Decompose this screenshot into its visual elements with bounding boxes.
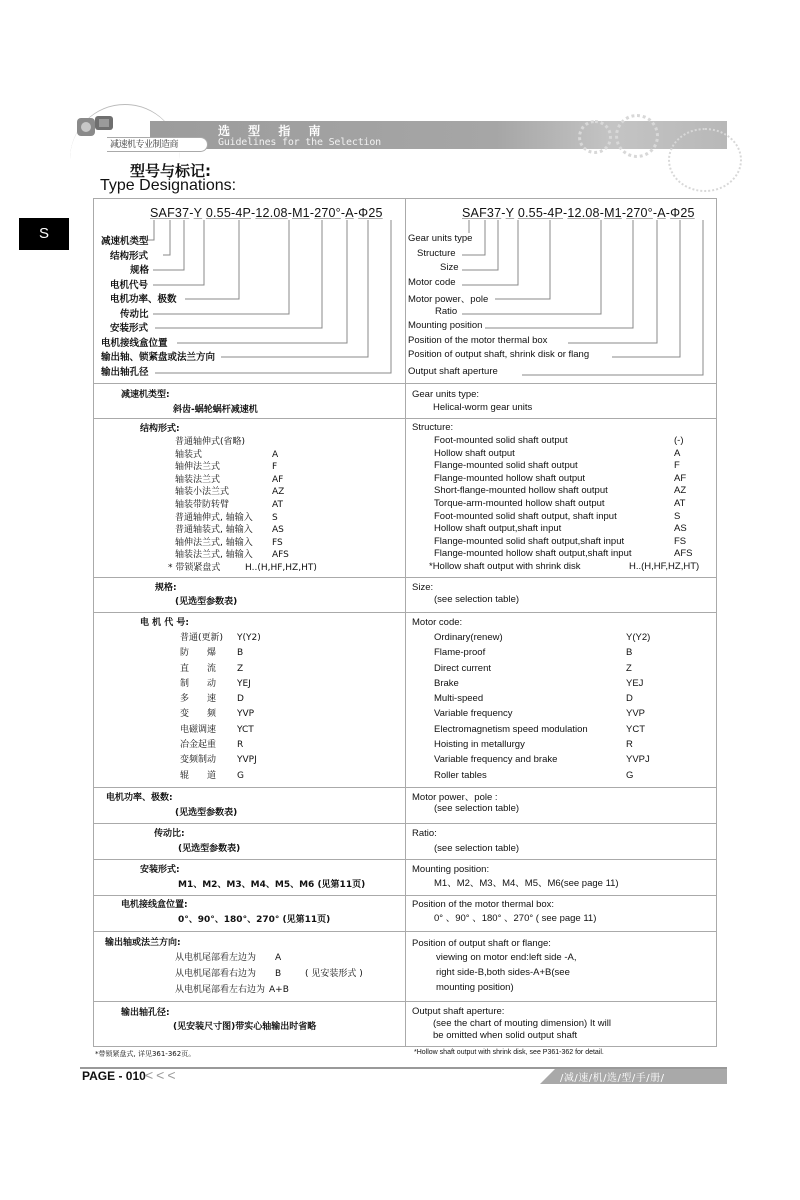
label-en: Position of the motor thermal box bbox=[408, 335, 548, 346]
label-en: Output shaft aperture bbox=[408, 366, 498, 377]
output-direction-item-cn: 从电机尾部看左边为 A bbox=[175, 953, 282, 963]
label-en: Motor code bbox=[408, 277, 456, 288]
label-cn: 电机功率、极数 bbox=[110, 294, 177, 305]
row-divider bbox=[93, 612, 717, 613]
gear-type-title-en: Gear units type: bbox=[412, 389, 480, 400]
structure-item-cn: 普通轴伸式, 轴输入 S bbox=[175, 512, 278, 523]
footnote-en: *Hollow shaft output with shrink disk, see P361-362 for detail. bbox=[414, 1049, 604, 1056]
label-cn: 安装形式 bbox=[110, 323, 149, 334]
gear-type-value-en: Helical-worm gear units bbox=[433, 402, 533, 413]
row-divider bbox=[93, 895, 717, 896]
motor-code-item-cn: 冶金起重 R bbox=[180, 740, 244, 751]
row-divider bbox=[93, 859, 717, 860]
motor-code-item-en: Variable frequency YVP bbox=[434, 708, 646, 720]
structure-item-cn: 轴装带防转臂 AT bbox=[175, 499, 283, 510]
gear-type-title-cn: 减速机类型: bbox=[121, 390, 170, 400]
label-en: Ratio bbox=[435, 306, 458, 317]
chevrons-left-icon: <<< bbox=[145, 1067, 179, 1083]
motor-code-item-cn: 多 速 D bbox=[180, 694, 244, 705]
label-cn: 传动比 bbox=[120, 309, 149, 320]
structure-item-cn: 轴装法兰式, 轴输入 AFS bbox=[175, 550, 289, 561]
structure-item-en: Flange-mounted solid shaft output F bbox=[434, 460, 680, 472]
motor-code-item-en: Electromagnetism speed modulation YCT bbox=[434, 723, 645, 735]
label-cn: 规格 bbox=[130, 265, 150, 276]
output-direction-title-cn: 输出轴或法兰方向: bbox=[105, 938, 181, 948]
row-divider bbox=[93, 823, 717, 824]
footnote-cn: *带锁紧盘式, 详见361-362页。 bbox=[95, 1050, 196, 1058]
label-en: Gear units type bbox=[408, 233, 473, 244]
motor-power-value-en: (see selection table) bbox=[434, 803, 520, 814]
section-tab: S bbox=[19, 218, 69, 250]
thermal-box-title-en: Position of the motor thermal box: bbox=[412, 899, 555, 910]
output-direction-line-en: right side-B,both sides-A+B(see bbox=[436, 967, 570, 978]
aperture-lines-en bbox=[433, 1018, 611, 1042]
gearbox-product-icon bbox=[75, 112, 117, 140]
motor-code-item-en: Flame-proof B bbox=[434, 647, 633, 659]
structure-item-cn: 普通轴装式, 轴输入 AS bbox=[175, 525, 284, 536]
page-title-en: Type Designations: bbox=[100, 177, 237, 194]
motor-code-item-cn: 制 动 YEJ bbox=[180, 678, 251, 689]
label-en: Mounting position bbox=[408, 320, 483, 331]
motor-code-item-cn: 电磁调速 YCT bbox=[180, 724, 254, 735]
row-divider bbox=[93, 931, 717, 932]
motor-power-value-cn: (见选型参数表) bbox=[175, 808, 238, 818]
structure-item-en: Short-flange-mounted hollow shaft output AZ bbox=[434, 485, 687, 497]
gear-icon bbox=[668, 128, 742, 192]
thermal-box-value-en: 0° 、90° 、180° 、270° ( see page 11) bbox=[434, 913, 597, 924]
company-tag: 减速机专业制造商 bbox=[110, 140, 179, 150]
thermal-box-value-cn: 0°、90°、180°、270° (见第11页) bbox=[178, 915, 331, 925]
header-title-cn: 选 型 指 南 bbox=[218, 124, 328, 138]
motor-code-title-en: Motor code: bbox=[412, 617, 463, 628]
designation-code-en: SAF37-Y 0.55-4P-12.08-M1-270°-A-Φ25 bbox=[462, 206, 695, 220]
motor-code-item-en: Multi-speed D bbox=[434, 693, 633, 705]
motor-power-title-cn: 电机功率、极数: bbox=[106, 793, 173, 803]
structure-item-en: Flange-mounted hollow shaft output AF bbox=[434, 472, 687, 484]
header-title-en: Guidelines for the Selection bbox=[218, 137, 381, 148]
label-cn: 输出轴孔径 bbox=[101, 367, 149, 378]
structure-item-en: Flange-mounted hollow shaft output,shaft input AFS bbox=[434, 548, 693, 560]
output-direction-lines-en bbox=[436, 952, 576, 997]
motor-code-item-cn: 变 频 YVP bbox=[180, 709, 255, 720]
aperture-title-en: Output shaft aperture: bbox=[412, 1006, 505, 1017]
gear-icon bbox=[578, 120, 612, 154]
label-cn: 结构形式 bbox=[110, 251, 149, 262]
label-cn: 输出轴、锁紧盘或法兰方向 bbox=[101, 352, 216, 363]
ratio-value-en: (see selection table) bbox=[434, 843, 520, 854]
structure-item-en: Hollow shaft output A bbox=[434, 447, 681, 459]
structure-item-en: Foot-mounted solid shaft output (-) bbox=[434, 435, 684, 446]
motor-code-item-cn: 辊 道 G bbox=[180, 770, 244, 781]
motor-code-item-cn: 直 流 Z bbox=[180, 663, 244, 674]
ratio-value-cn: (见选型参数表) bbox=[178, 844, 241, 854]
structure-item-cn: 普通轴伸式(省略) bbox=[175, 437, 246, 447]
label-cn: 电机代号 bbox=[110, 280, 149, 291]
motor-code-list-cn bbox=[180, 632, 261, 785]
aperture-line-en: (see the chart of mouting dimension) It will bbox=[433, 1018, 611, 1029]
structure-title-en: Structure: bbox=[412, 422, 454, 433]
output-direction-item-cn: 从电机尾部看右边为 B ( 见安装形式 ) bbox=[175, 969, 363, 979]
footer-book-title: /减/速/机/选/型/手/册/ bbox=[560, 1073, 665, 1084]
structure-item-cn: 轴装小法兰式 AZ bbox=[175, 487, 285, 498]
structure-title-cn: 结构形式: bbox=[140, 424, 180, 434]
label-cn: 减速机类型 bbox=[101, 236, 149, 247]
label-en: Size bbox=[440, 262, 459, 273]
motor-code-item-cn: 普通(更新) Y(Y2) bbox=[180, 633, 261, 643]
row-divider bbox=[93, 787, 717, 788]
output-direction-line-en: mounting position) bbox=[436, 982, 514, 993]
label-en: Position of output shaft, shrink disk or flang bbox=[408, 349, 590, 360]
size-title-en: Size: bbox=[412, 582, 434, 593]
size-value-cn: (见选型参数表) bbox=[175, 597, 238, 607]
structure-item-cn: 轴装式 A bbox=[175, 449, 279, 460]
ratio-title-en: Ratio: bbox=[412, 828, 437, 839]
mounting-title-en: Mounting position: bbox=[412, 864, 490, 875]
label-en: Structure bbox=[417, 248, 456, 259]
row-divider bbox=[93, 1001, 717, 1002]
motor-code-item-en: Roller tables G bbox=[434, 769, 634, 781]
motor-code-list-en bbox=[434, 632, 651, 785]
output-direction-title-en: Position of output shaft or flange: bbox=[412, 938, 551, 949]
gear-type-value-cn: 斜齿-蜗轮蜗杆减速机 bbox=[173, 405, 258, 415]
output-direction-line-en: viewing on motor end:left side -A, bbox=[436, 952, 577, 963]
structure-item-en: Torque-arm-mounted hollow shaft output AT bbox=[434, 497, 686, 509]
motor-code-item-en: Direct current Z bbox=[434, 662, 632, 674]
row-divider bbox=[93, 418, 717, 419]
motor-code-item-en: Brake YEJ bbox=[434, 677, 644, 689]
structure-item-cn: 轴装法兰式 AF bbox=[175, 474, 284, 485]
motor-code-item-cn: 变频制动 YVPJ bbox=[180, 755, 257, 766]
structure-item-cn: 轴伸法兰式 F bbox=[175, 462, 278, 473]
output-direction-list-cn bbox=[175, 952, 363, 1000]
aperture-line-en: be omitted when solid output shaft bbox=[433, 1030, 578, 1041]
gear-icon bbox=[615, 114, 659, 158]
aperture-title-cn: 输出轴孔径: bbox=[121, 1008, 170, 1018]
structure-item-en: Hollow shaft output,shaft input AS bbox=[434, 523, 687, 535]
motor-code-item-cn: 防 爆 B bbox=[180, 648, 244, 659]
size-value-en: (see selection table) bbox=[434, 594, 520, 605]
motor-power-title-en: Motor power、pole : bbox=[412, 792, 498, 803]
mounting-title-cn: 安装形式: bbox=[140, 865, 180, 875]
label-en: Motor power、pole bbox=[408, 294, 489, 305]
page-title-cn: 型号与标记: bbox=[130, 162, 211, 180]
page-number: PAGE - 010 bbox=[82, 1069, 146, 1083]
structure-item-en-special: *Hollow shaft output with shrink disk H..(H,HF,HZ,HT) bbox=[429, 560, 700, 572]
motor-code-item-en: Variable frequency and brake YVPJ bbox=[434, 754, 650, 766]
motor-code-title-cn: 电 机 代 号: bbox=[140, 618, 189, 628]
row-divider bbox=[93, 577, 717, 578]
structure-item-en: Flange-mounted solid shaft output,shaft input FS bbox=[434, 535, 687, 547]
connector-lines-en bbox=[405, 198, 717, 383]
connector-lines-cn bbox=[93, 198, 405, 383]
thermal-box-title-cn: 电机接线盒位置: bbox=[121, 900, 188, 910]
output-direction-item-cn: 从电机尾部看左右边为 A+B bbox=[175, 985, 289, 995]
label-cn: 电机接线盒位置 bbox=[101, 338, 168, 349]
structure-item-cn: 轴伸法兰式, 轴输入 FS bbox=[175, 537, 283, 548]
motor-code-item-en: Hoisting in metallurgy R bbox=[434, 739, 633, 751]
mounting-value-cn: M1、M2、M3、M4、M5、M6 (见第11页) bbox=[178, 880, 366, 890]
row-divider bbox=[93, 383, 717, 384]
structure-list-en bbox=[429, 435, 700, 574]
ratio-title-cn: 传动比: bbox=[154, 829, 185, 839]
structure-item-cn-special: * 带锁紧盘式 H..(H,HF,HZ,HT) bbox=[168, 562, 317, 573]
mounting-value-en: M1、M2、M3、M4、M5、M6(see page 11) bbox=[434, 878, 619, 889]
designation-code-cn: SAF37-Y 0.55-4P-12.08-M1-270°-A-Φ25 bbox=[150, 206, 383, 220]
motor-code-item-en: Ordinary(renew) Y(Y2) bbox=[434, 632, 651, 643]
aperture-value-cn: (见安装尺寸图)带实心轴输出时省略 bbox=[173, 1022, 317, 1032]
size-title-cn: 规格: bbox=[155, 583, 177, 593]
structure-item-en: Foot-mounted solid shaft output, shaft input S bbox=[434, 510, 681, 522]
structure-list-cn bbox=[168, 436, 317, 575]
